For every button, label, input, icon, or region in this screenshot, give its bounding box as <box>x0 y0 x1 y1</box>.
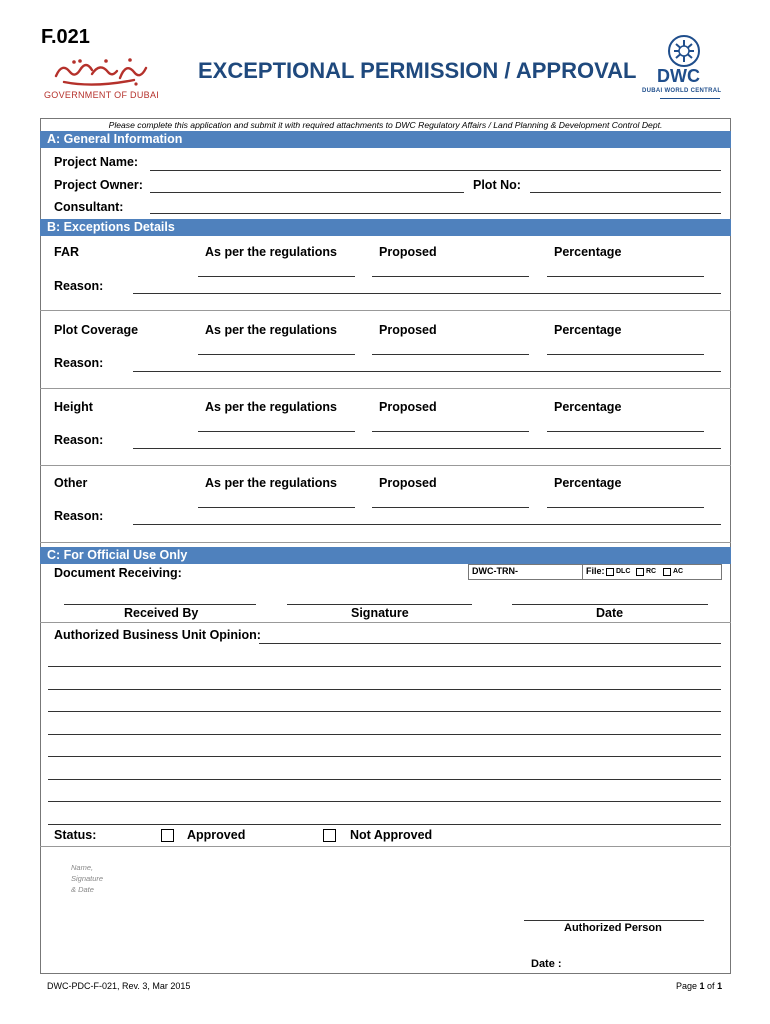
project-name-label: Project Name: <box>54 155 139 169</box>
reason-label: Reason: <box>54 356 104 370</box>
exception-name: FAR <box>54 245 79 259</box>
reason-field[interactable] <box>133 293 721 294</box>
reason-label: Reason: <box>54 433 104 447</box>
page-title: EXCEPTIONAL PERMISSION / APPROVAL <box>198 58 637 83</box>
opinion-line[interactable] <box>48 734 721 735</box>
exception-name: Plot Coverage <box>54 323 139 337</box>
date-label: Date : <box>531 958 562 970</box>
plot-no-field[interactable] <box>530 192 721 193</box>
file-dlc-label: DLC <box>616 568 631 575</box>
section-b-header: B: Exceptions Details <box>40 219 731 236</box>
percentage-field[interactable] <box>547 276 704 277</box>
opinion-line[interactable] <box>48 801 721 802</box>
exception-name: Other <box>54 476 88 490</box>
name-signature-date-hint: Name, Signature & Date <box>71 863 104 894</box>
reason-field[interactable] <box>133 524 721 525</box>
file-dlc-checkbox[interactable] <box>606 568 614 576</box>
signature-field[interactable] <box>287 604 472 605</box>
col-regulations: As per the regulations <box>205 476 337 490</box>
percentage-field[interactable] <box>547 431 704 432</box>
status-label: Status: <box>54 828 97 842</box>
col-proposed: Proposed <box>379 400 437 414</box>
col-proposed: Proposed <box>379 245 437 259</box>
dwc-trn-label: DWC-TRN- <box>472 566 518 576</box>
date-label: Date <box>596 606 624 620</box>
divider <box>40 542 731 543</box>
opinion-line[interactable] <box>48 711 721 712</box>
reason-field[interactable] <box>133 371 721 372</box>
opinion-label: Authorized Business Unit Opinion: <box>54 628 261 642</box>
section-c-header: C: For Official Use Only <box>40 547 731 564</box>
opinion-line[interactable] <box>48 756 721 757</box>
page-number: Page 1 of 1 <box>676 981 723 991</box>
col-regulations: As per the regulations <box>205 400 337 414</box>
col-proposed: Proposed <box>379 476 437 490</box>
not-approved-label: Not Approved <box>350 828 433 842</box>
section-a-header: A: General Information <box>40 131 731 148</box>
plot-no-label: Plot No: <box>473 178 521 192</box>
instructions-text: Please complete this application and submit it with required attachments to DWC Regulatory Affairs / Land Planning & Development Control Dept. <box>108 120 663 130</box>
regulations-field[interactable] <box>198 507 355 508</box>
col-percentage: Percentage <box>554 476 622 490</box>
regulations-field[interactable] <box>198 354 355 355</box>
not-approved-checkbox[interactable] <box>323 829 336 842</box>
authorized-person-label: Authorized Person <box>564 922 662 934</box>
divider <box>40 846 731 847</box>
approved-label: Approved <box>187 828 246 842</box>
col-regulations: As per the regulations <box>205 323 337 337</box>
percentage-field[interactable] <box>547 354 704 355</box>
col-regulations: As per the regulations <box>205 245 337 259</box>
divider <box>40 388 731 389</box>
form-code: F.021 <box>41 26 90 48</box>
project-name-field[interactable] <box>150 170 721 171</box>
approved-checkbox[interactable] <box>161 829 174 842</box>
col-proposed: Proposed <box>379 323 437 337</box>
received-by-label: Received By <box>124 606 199 620</box>
reason-field[interactable] <box>133 448 721 449</box>
regulations-field[interactable] <box>198 276 355 277</box>
opinion-line[interactable] <box>48 689 721 690</box>
file-rc-label: RC <box>646 568 657 575</box>
col-percentage: Percentage <box>554 245 622 259</box>
reason-label: Reason: <box>54 279 104 293</box>
dwc-logo-text: DWC <box>657 66 700 86</box>
file-ac-checkbox[interactable] <box>663 568 671 576</box>
project-owner-label: Project Owner: <box>54 178 143 192</box>
proposed-field[interactable] <box>372 354 529 355</box>
divider <box>40 465 731 466</box>
opinion-line[interactable] <box>48 666 721 667</box>
opinion-line[interactable] <box>48 779 721 780</box>
document-receiving-label: Document Receiving: <box>54 566 182 580</box>
date-field[interactable] <box>512 604 708 605</box>
dwc-emblem-icon <box>666 34 702 68</box>
col-percentage: Percentage <box>554 323 622 337</box>
file-type-box <box>582 564 722 580</box>
gov-logo-text: GOVERNMENT OF DUBAI <box>44 90 160 100</box>
file-ac-label: AC <box>673 568 684 575</box>
dwc-logo <box>640 34 730 106</box>
consultant-field[interactable] <box>150 213 721 214</box>
opinion-line[interactable] <box>48 824 721 825</box>
file-label: File: <box>586 566 605 576</box>
divider <box>40 310 731 311</box>
authorized-person-field[interactable] <box>524 920 704 921</box>
col-percentage: Percentage <box>554 400 622 414</box>
reason-label: Reason: <box>54 509 104 523</box>
dwc-logo-subtext: DUBAI WORLD CENTRAL <box>642 88 722 94</box>
document-reference: DWC-PDC-F-021, Rev. 3, Mar 2015 <box>47 981 191 991</box>
proposed-field[interactable] <box>372 431 529 432</box>
dwc-trn-field[interactable] <box>468 564 583 580</box>
exception-name: Height <box>54 400 93 414</box>
dwc-arabic-text <box>660 98 720 99</box>
consultant-label: Consultant: <box>54 200 124 214</box>
gov-dubai-emblem-icon <box>44 52 162 90</box>
divider <box>40 622 731 623</box>
regulations-field[interactable] <box>198 431 355 432</box>
government-of-dubai-logo <box>44 52 162 102</box>
proposed-field[interactable] <box>372 507 529 508</box>
file-rc-checkbox[interactable] <box>636 568 644 576</box>
received-by-field[interactable] <box>64 604 256 605</box>
opinion-line[interactable] <box>259 643 721 644</box>
project-owner-field[interactable] <box>150 192 464 193</box>
proposed-field[interactable] <box>372 276 529 277</box>
signature-label: Signature <box>351 606 409 620</box>
percentage-field[interactable] <box>547 507 704 508</box>
